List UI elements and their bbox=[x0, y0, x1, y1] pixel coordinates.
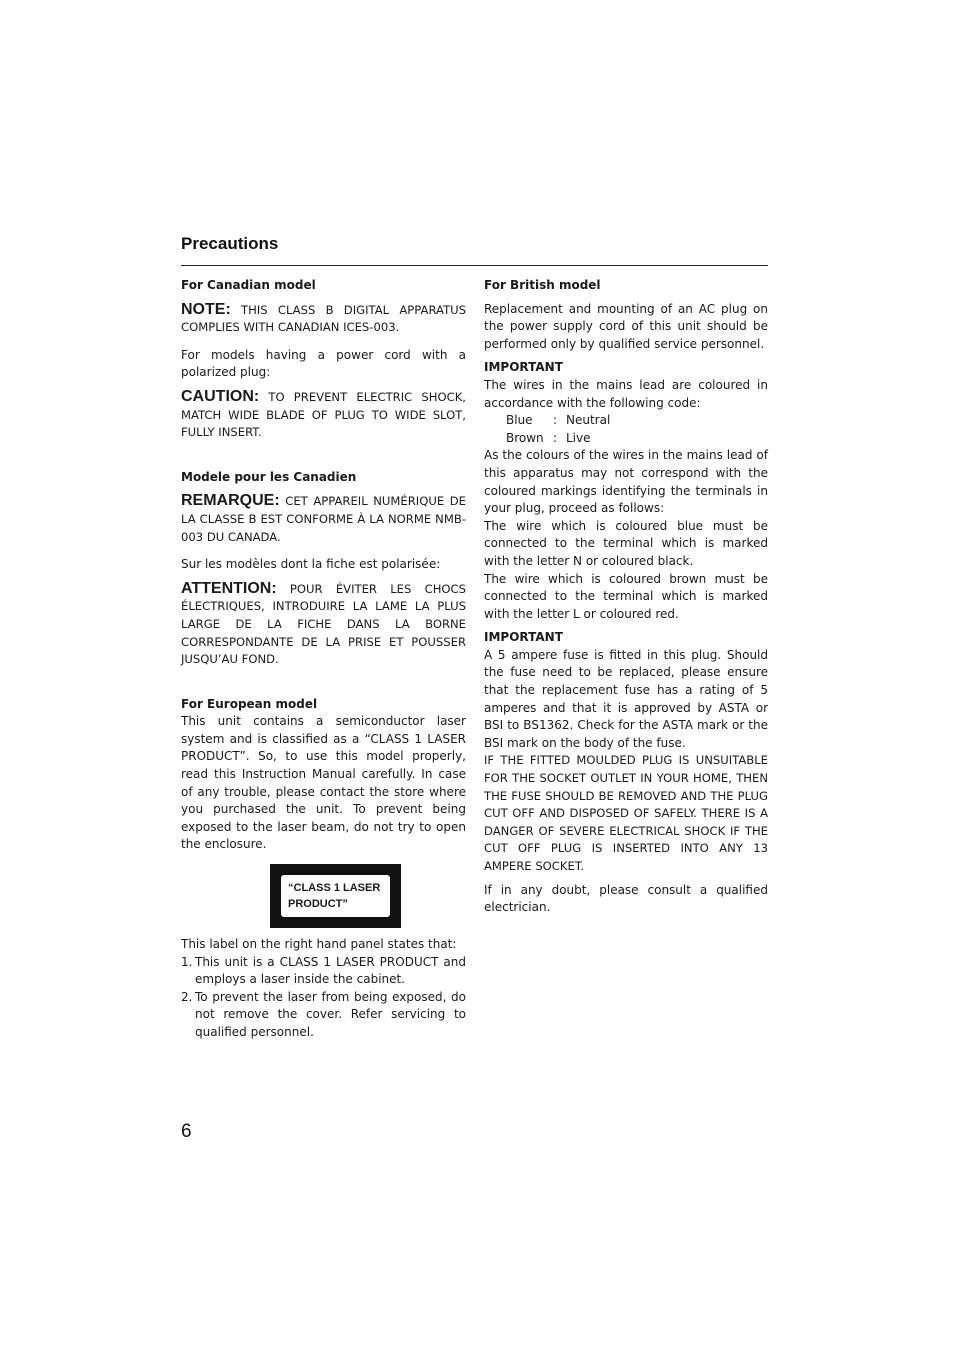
laser-label-line2: PRODUCT” bbox=[288, 898, 348, 911]
canadian-heading: For Canadian model bbox=[181, 278, 316, 292]
wire-brown-sep: : bbox=[553, 430, 558, 445]
european-heading: For European model bbox=[181, 696, 318, 711]
canadian-note bbox=[181, 301, 466, 337]
canadien-heading: Modele pour les Canadien bbox=[181, 469, 357, 484]
caution-text: TO PREVENT ELECTRIC SHOCK, MATCH WIDE BLADE OF PLUG TO WIDE SLOT, FULLY INSERT. bbox=[181, 389, 466, 440]
wire-brown-color: Brown bbox=[506, 430, 544, 445]
brown-wire-paragraph: The wire which is coloured brown must be connected to the terminal which is marked with the letter L or coloured red. bbox=[484, 571, 768, 621]
blue-wire-paragraph: The wire which is coloured blue must be connected to the terminal which is marked with the letter N or coloured black. bbox=[484, 518, 768, 568]
polarized-text: For models having a power cord with a polarized plug: bbox=[181, 347, 466, 380]
laser-list bbox=[181, 954, 466, 1042]
warning-paragraph: IF THE FITTED MOULDED PLUG IS UNSUITABLE FOR THE SOCKET OUTLET IN YOUR HOME, THEN THE FUSE SHOULD BE REMOVED AND THE PLUG CUT OFF AND DISPOSED OF SAFELY. THERE IS A DANGER OF SEVERE ELECTRICAL SHOCK IF THE CUT OFF PLUG IS INSERTED INTO ANY 13 AMPERE SOCKET. bbox=[484, 753, 768, 873]
wire-code-table bbox=[484, 412, 768, 447]
remarque-text: CET APPAREIL NUMÉRIQUE DE LA CLASSE B EST CONFORME À LA NORME NMB-003 DU CANADA. bbox=[181, 494, 466, 544]
caution-label: CAUTION: bbox=[181, 387, 260, 405]
note-text: THIS CLASS B DIGITAL APPARATUS COMPLIES WITH CANADIAN ICES-003. bbox=[181, 302, 466, 335]
wire-blue-name: Neutral bbox=[566, 413, 611, 428]
page-title: Precautions bbox=[181, 234, 279, 253]
canadien-attention bbox=[181, 580, 466, 669]
laser-label-line1: “CLASS 1 LASER bbox=[288, 882, 381, 895]
list-item bbox=[181, 989, 466, 1042]
page-number: 6 bbox=[181, 1121, 192, 1142]
wire-brown-name: Live bbox=[566, 430, 591, 445]
right-column bbox=[484, 277, 768, 917]
important-heading-2: IMPORTANT bbox=[484, 630, 563, 645]
british-heading: For British model bbox=[484, 278, 601, 292]
remarque-label: REMARQUE: bbox=[181, 492, 280, 510]
colours-paragraph: As the colours of the wires in the mains lead of this apparatus may not correspond with the coloured markings identifying the terminals in your plug, proceed as follows: bbox=[484, 448, 768, 516]
european-body: This unit contains a semiconductor laser system and is classified as a “CLASS 1 LASER PRODUCT”. So, to use this model properly, read this Instruction Manual carefully. In case of any trouble, please contact the store where you purchased the unit. To prevent being exposed to the laser beam, do not try to open the enclosure. bbox=[181, 714, 466, 852]
laser-label-inner bbox=[281, 875, 390, 917]
wire-blue-color: Blue bbox=[506, 413, 533, 428]
label-intro: This label on the right hand panel states that: bbox=[181, 937, 457, 952]
list-item-number: 2. bbox=[181, 989, 193, 1004]
canadien-remarque bbox=[181, 492, 466, 546]
note-label: NOTE: bbox=[181, 300, 231, 318]
laser-product-label bbox=[270, 864, 401, 928]
important-heading-1: IMPORTANT bbox=[484, 360, 563, 375]
left-column bbox=[181, 277, 466, 1042]
list-item-number: 1. bbox=[181, 954, 193, 969]
list-item-text: To prevent the laser from being exposed, do not remove the cover. Refer servicing to qualified personnel. bbox=[195, 989, 466, 1039]
title-divider bbox=[181, 265, 768, 266]
polarisee-text: Sur les modèles dont la fiche est polarisée: bbox=[181, 557, 441, 572]
list-item bbox=[181, 954, 466, 989]
attention-text: POUR ÉVITER LES CHOCS ÉLECTRIQUES, INTRODUIRE LA LAME LA PLUS LARGE DE LA FICHE DANS LA BORNE CORRESPONDANTE DE LA PRISE ET POUSSER JUSQU’AU FOND. bbox=[181, 581, 466, 667]
fuse-paragraph: A 5 ampere fuse is fitted in this plug. Should the fuse need to be replaced, please ensure that the replacement fuse has a rating of 5 amperes and that it is approved by ASTA or BSI to BS1362. Check for the ASTA mark or the BSI mark on the body of the fuse. bbox=[484, 647, 768, 750]
doubt-paragraph: If in any doubt, please consult a qualified electrician. bbox=[484, 882, 768, 915]
british-intro: Replacement and mounting of an AC plug on the power supply cord of this unit should be performed only by qualified service personnel. bbox=[484, 301, 768, 351]
wire-blue-sep: : bbox=[553, 413, 558, 428]
list-item-text: This unit is a CLASS 1 LASER PRODUCT and employs a laser inside the cabinet. bbox=[195, 954, 466, 987]
attention-label: ATTENTION: bbox=[181, 579, 277, 597]
wires-intro: The wires in the mains lead are coloured in accordance with the following code: bbox=[484, 377, 768, 410]
canadian-caution bbox=[181, 388, 466, 442]
